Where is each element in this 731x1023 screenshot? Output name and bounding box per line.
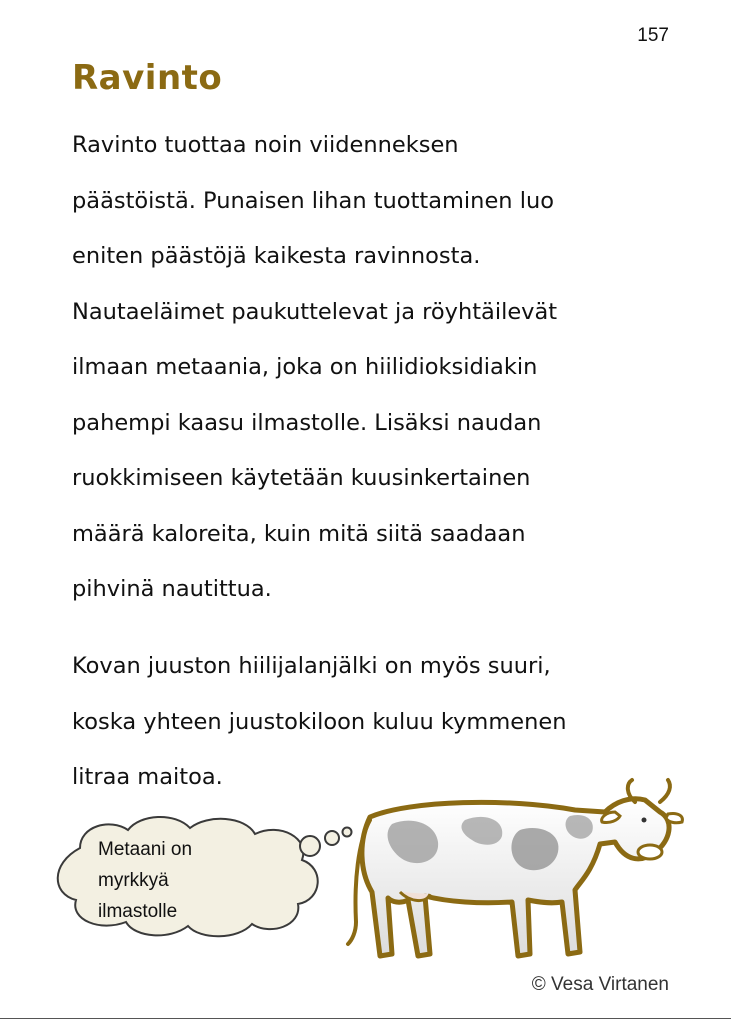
text-line: eniten päästöjä kaikesta ravinnosta. bbox=[72, 243, 481, 269]
cow-eye bbox=[642, 818, 647, 823]
thought-bubble-cloud bbox=[40, 808, 360, 940]
cow-horn bbox=[660, 780, 670, 802]
bubble-line: myrkkyä bbox=[98, 870, 169, 891]
text-line: Ravinto tuottaa noin viidenneksen bbox=[72, 132, 459, 158]
text-line: määrä kaloreita, kuin mitä siitä saadaan bbox=[72, 520, 526, 547]
text-line: Kovan juuston hiilijalanjälki on myös suuri, bbox=[72, 653, 551, 679]
paragraph-1 bbox=[72, 118, 702, 618]
page-title: Ravinto bbox=[72, 58, 223, 98]
cow-ear bbox=[666, 813, 682, 822]
text-line: ilmaan metaania, joka on hiilidioksidiakin bbox=[72, 354, 538, 380]
text-line: ruokkimiseen käytetään kuusinkertainen bbox=[72, 465, 531, 491]
bubble-line: Metaani on bbox=[98, 839, 193, 860]
text-line: Nautaeläimet paukuttelevat ja röyhtäilevät bbox=[72, 298, 558, 325]
text-line: litraa maitoa. bbox=[72, 764, 223, 790]
text-line: pihvinä nautittua. bbox=[72, 576, 272, 602]
page-number: 157 bbox=[637, 25, 669, 46]
thought-bubble-text bbox=[98, 834, 192, 927]
bubble-line: ilmastolle bbox=[98, 901, 178, 922]
text-line: pahempi kaasu ilmastolle. Lisäksi naudan bbox=[72, 409, 542, 436]
page-bottom-divider bbox=[0, 1018, 731, 1019]
bubble-dot bbox=[300, 836, 320, 856]
cow-illustration bbox=[330, 772, 690, 972]
image-credit: © Vesa Virtanen bbox=[531, 974, 669, 995]
text-line: päästöistä. Punaisen lihan tuottaminen luo bbox=[72, 187, 554, 214]
cow-muzzle bbox=[638, 845, 662, 859]
text-line: koska yhteen juustokiloon kuluu kymmenen bbox=[72, 708, 567, 735]
